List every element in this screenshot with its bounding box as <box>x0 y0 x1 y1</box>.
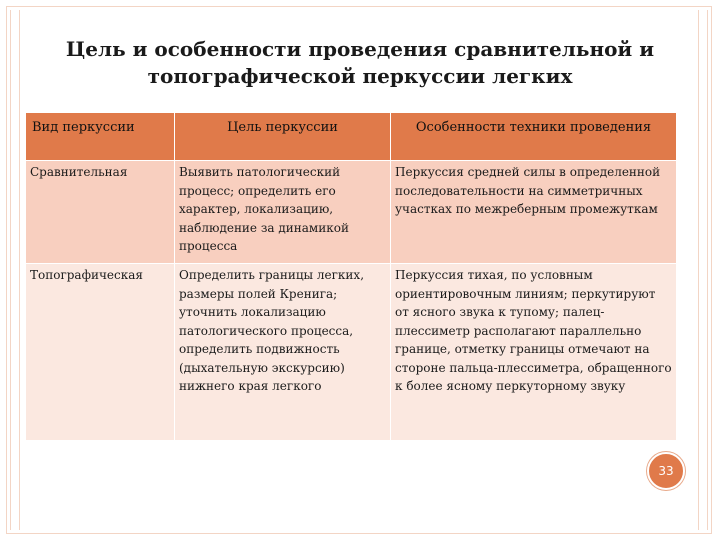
header-goal: Цель перкуссии <box>175 113 391 161</box>
table-row <box>26 161 677 264</box>
cell-kind: Топографическая <box>26 264 175 441</box>
title-line-1: Цель и особенности проведения сравнительной и <box>65 37 655 61</box>
header-kind: Вид перкуссии <box>26 113 175 161</box>
cell-goal: Определить границы легких, размеры полей Кренига; уточнить локализацию патологического процесса, определить подвижность (дыхательную экскурсию) нижнего края легкого <box>175 264 391 441</box>
percussion-table <box>25 112 677 441</box>
header-technique: Особенности техники проведения <box>391 113 677 161</box>
table-row <box>26 264 677 441</box>
title-line-2: топографической перкуссии легких <box>147 64 573 88</box>
cell-technique: Перкуссия тихая, по условным ориентировочным линиям; перкутируют от ясного звука к тупому; палец-плессиметр располагают параллельно границе, отметку границы отмечают на стороне пальца-плессиметра, обращенного к более ясному перкуторному звуку <box>391 264 677 441</box>
slide-title <box>20 36 700 90</box>
cell-kind: Сравнительная <box>26 161 175 264</box>
left-decor-stripe <box>10 10 20 530</box>
cell-technique: Перкуссия средней силы в определенной последовательности на симметричных участках по межреберным промежуткам <box>391 161 677 264</box>
table-header-row <box>26 113 677 161</box>
cell-goal: Выявить патологический процесс; определить его характер, локализацию, наблюдение за динамикой процесса <box>175 161 391 264</box>
page-number-badge: 33 <box>647 452 685 490</box>
